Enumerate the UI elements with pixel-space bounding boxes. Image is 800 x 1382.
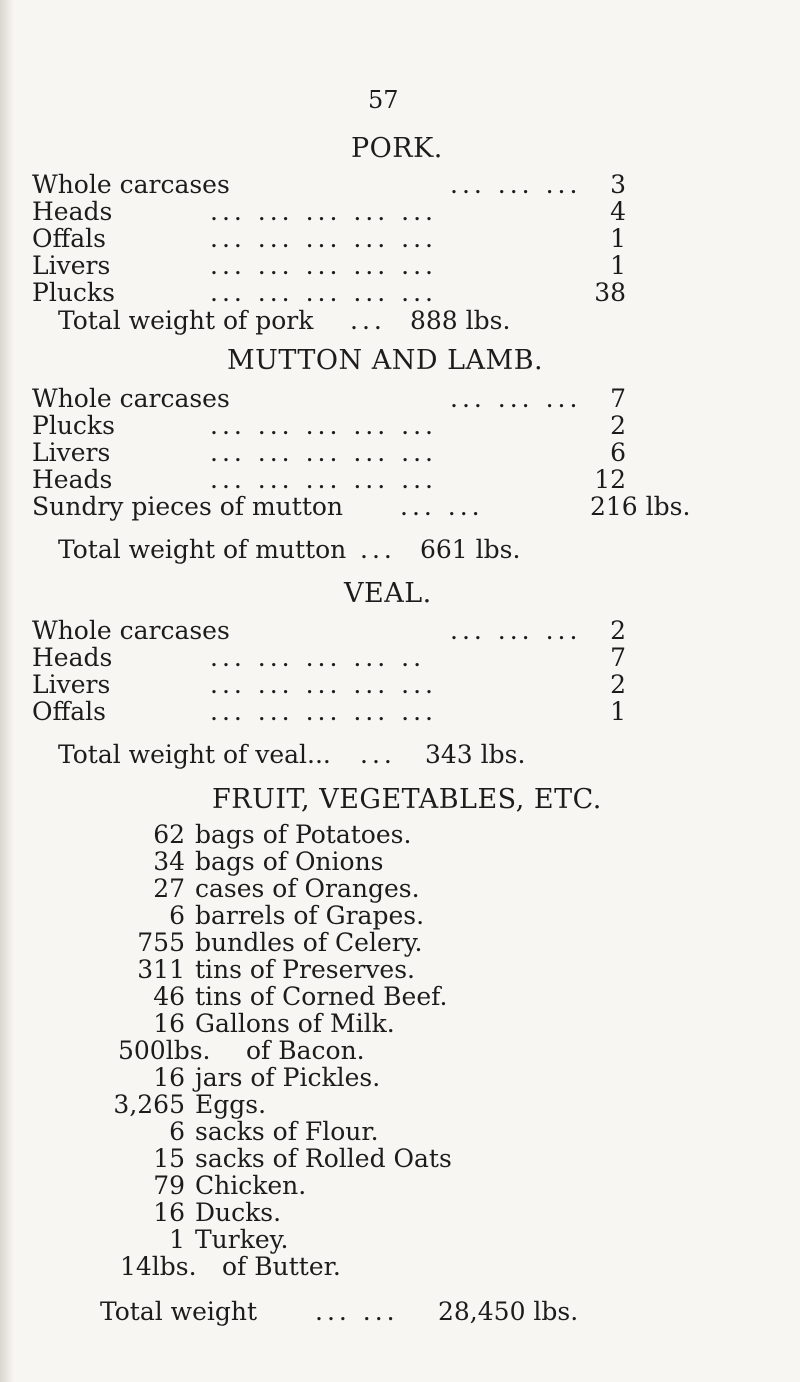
row-value: 6 [610, 438, 626, 467]
item-quantity: 79 [153, 1171, 185, 1200]
row-value: 7 [610, 643, 626, 672]
row-value: 2 [610, 670, 626, 699]
row-label: Offals [32, 224, 106, 253]
item-text: Eggs. [195, 1090, 267, 1119]
item-text: bags of Potatoes. [195, 820, 412, 849]
row-leader-dots: ... ... ... ... ... [210, 670, 437, 699]
row-leader-dots: ... ... ... ... ... [210, 197, 437, 226]
item-text: cases of Oranges. [195, 874, 420, 903]
row-leader-dots: ... ... ... ... ... [210, 411, 437, 440]
fruit-heading: FRUIT, VEGETABLES, ETC. [212, 784, 602, 815]
row-value: 38 [594, 278, 626, 307]
row-leader-dots: ... ... ... [450, 384, 582, 413]
total-value: 888 lbs. [410, 306, 511, 335]
row-label: Livers [32, 251, 111, 280]
item-text: bags of Onions [195, 847, 384, 876]
item-text: tins of Corned Beef. [195, 982, 448, 1011]
total-value: 343 lbs. [425, 740, 526, 769]
row-label: Whole carcases [32, 384, 230, 413]
total-label: Total weight of pork [58, 306, 314, 335]
item-text: Gallons of Milk. [195, 1009, 395, 1038]
item-text: Turkey. [195, 1225, 289, 1254]
row-label: Heads [32, 465, 113, 494]
row-label: Heads [32, 643, 113, 672]
row-label: Plucks [32, 411, 115, 440]
pork-heading: PORK. [351, 133, 443, 164]
total-leader-dots: ... ... [315, 1297, 399, 1326]
row-leader-dots: ... ... ... ... .. [210, 643, 426, 672]
total-value: 661 lbs. [420, 535, 521, 564]
item-quantity: 27 [153, 874, 185, 903]
item-quantity: 1 [169, 1225, 185, 1254]
row-leader-dots: ... ... ... [450, 170, 582, 199]
row-label: Plucks [32, 278, 115, 307]
item-text: of Bacon. [246, 1036, 365, 1065]
row-value: 1 [610, 697, 626, 726]
total-value: 28,450 lbs. [438, 1297, 579, 1326]
row-value: 1 [610, 251, 626, 280]
total-leader-dots: ... [350, 306, 386, 335]
row-value: 216 lbs. [590, 492, 691, 521]
row-leader-dots: ... ... ... ... ... [210, 438, 437, 467]
item-text: Chicken. [195, 1171, 307, 1200]
row-leader-dots: ... ... ... ... ... [210, 251, 437, 280]
total-label: Total weight of mutton [58, 535, 347, 564]
row-value: 4 [610, 197, 626, 226]
item-quantity: 15 [153, 1144, 185, 1173]
item-quantity: 3,265 [113, 1090, 185, 1119]
item-quantity: 16 [153, 1198, 185, 1227]
item-text: of Butter. [222, 1252, 341, 1281]
row-label: Offals [32, 697, 106, 726]
item-text: Ducks. [195, 1198, 282, 1227]
row-leader-dots: ... ... ... ... ... [210, 465, 437, 494]
item-quantity: 16 [153, 1009, 185, 1038]
item-text: jars of Pickles. [195, 1063, 381, 1092]
item-text: tins of Preserves. [195, 955, 416, 984]
page-number: 57 [368, 86, 399, 114]
item-text: bundles of Celery. [195, 928, 423, 957]
row-value: 3 [610, 170, 626, 199]
row-value: 7 [610, 384, 626, 413]
item-quantity: 16 [153, 1063, 185, 1092]
item-quantity: 500lbs. [118, 1036, 211, 1065]
mutton-heading: MUTTON AND LAMB. [227, 345, 544, 376]
row-value: 2 [610, 411, 626, 440]
row-leader-dots: ... ... ... [450, 616, 582, 645]
item-quantity: 46 [153, 982, 185, 1011]
item-quantity: 755 [137, 928, 185, 957]
item-quantity: 6 [169, 901, 185, 930]
row-label: Whole carcases [32, 616, 230, 645]
veal-heading: VEAL. [344, 578, 432, 609]
row-value: 1 [610, 224, 626, 253]
item-quantity: 6 [169, 1117, 185, 1146]
row-label: Whole carcases [32, 170, 230, 199]
row-label: Livers [32, 438, 111, 467]
row-label: Heads [32, 197, 113, 226]
total-label: Total weight of veal... [58, 740, 331, 769]
row-value: 12 [594, 465, 626, 494]
row-value: 2 [610, 616, 626, 645]
row-leader-dots: ... ... ... ... ... [210, 278, 437, 307]
total-leader-dots: ... [360, 740, 396, 769]
item-text: barrels of Grapes. [195, 901, 425, 930]
row-leader-dots: ... ... ... ... ... [210, 697, 437, 726]
total-label: Total weight [100, 1297, 258, 1326]
item-quantity: 14lbs. [120, 1252, 197, 1281]
row-label: Livers [32, 670, 111, 699]
total-leader-dots: ... [360, 535, 396, 564]
item-quantity: 311 [137, 955, 185, 984]
item-quantity: 34 [153, 847, 185, 876]
row-leader-dots: ... ... [400, 492, 484, 521]
item-quantity: 62 [153, 820, 185, 849]
item-text: sacks of Rolled Oats [195, 1144, 452, 1173]
row-label: Sundry pieces of mutton [32, 492, 344, 521]
row-leader-dots: ... ... ... ... ... [210, 224, 437, 253]
item-text: sacks of Flour. [195, 1117, 379, 1146]
